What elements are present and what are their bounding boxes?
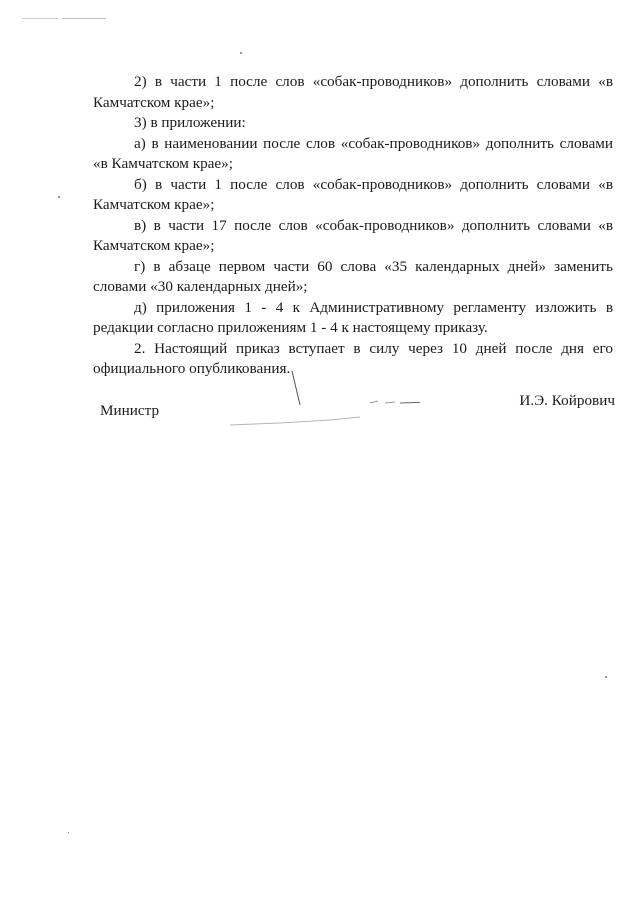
scan-speck <box>605 676 607 678</box>
scan-artifact-top <box>22 18 58 19</box>
handwritten-signature <box>220 365 420 435</box>
paragraph-item-2: 2) в части 1 после слов «собак-проводников» дополнить словами «в Камчатском крае»; <box>93 73 613 111</box>
scan-speck <box>68 832 69 833</box>
signatory-title: Министр <box>100 402 160 419</box>
paragraph-subitem-d: д) приложения 1 - 4 к Административному регламенту изложить в редакции согласно приложениям 1 - 4 к настоящему приказу. <box>93 298 613 336</box>
signatory-name: И.Э. Койрович <box>519 392 615 409</box>
scan-speck <box>58 196 60 198</box>
paragraph-subitem-g: г) в абзаце первом части 60 слова «35 календарных дней» заменить словами «30 календарных дней»; <box>93 257 613 295</box>
paragraph-subitem-v: в) в части 17 после слов «собак-проводников» дополнить словами «в Камчатском крае»; <box>93 216 613 254</box>
paragraph-item-2-effective: 2. Настоящий приказ вступает в силу через 10 дней после дня его официального опубликования. <box>93 339 613 377</box>
paragraph-subitem-a: а) в наименовании после слов «собак-проводников» дополнить словами «в Камчатском крае»; <box>93 134 613 172</box>
paragraph-subitem-b: б) в части 1 после слов «собак-проводников» дополнить словами «в Камчатском крае»; <box>93 175 613 213</box>
paragraph-item-3: 3) в приложении: <box>134 114 246 131</box>
scan-speck <box>240 52 242 54</box>
document-body <box>93 72 613 380</box>
scan-artifact-top-2 <box>62 18 106 19</box>
